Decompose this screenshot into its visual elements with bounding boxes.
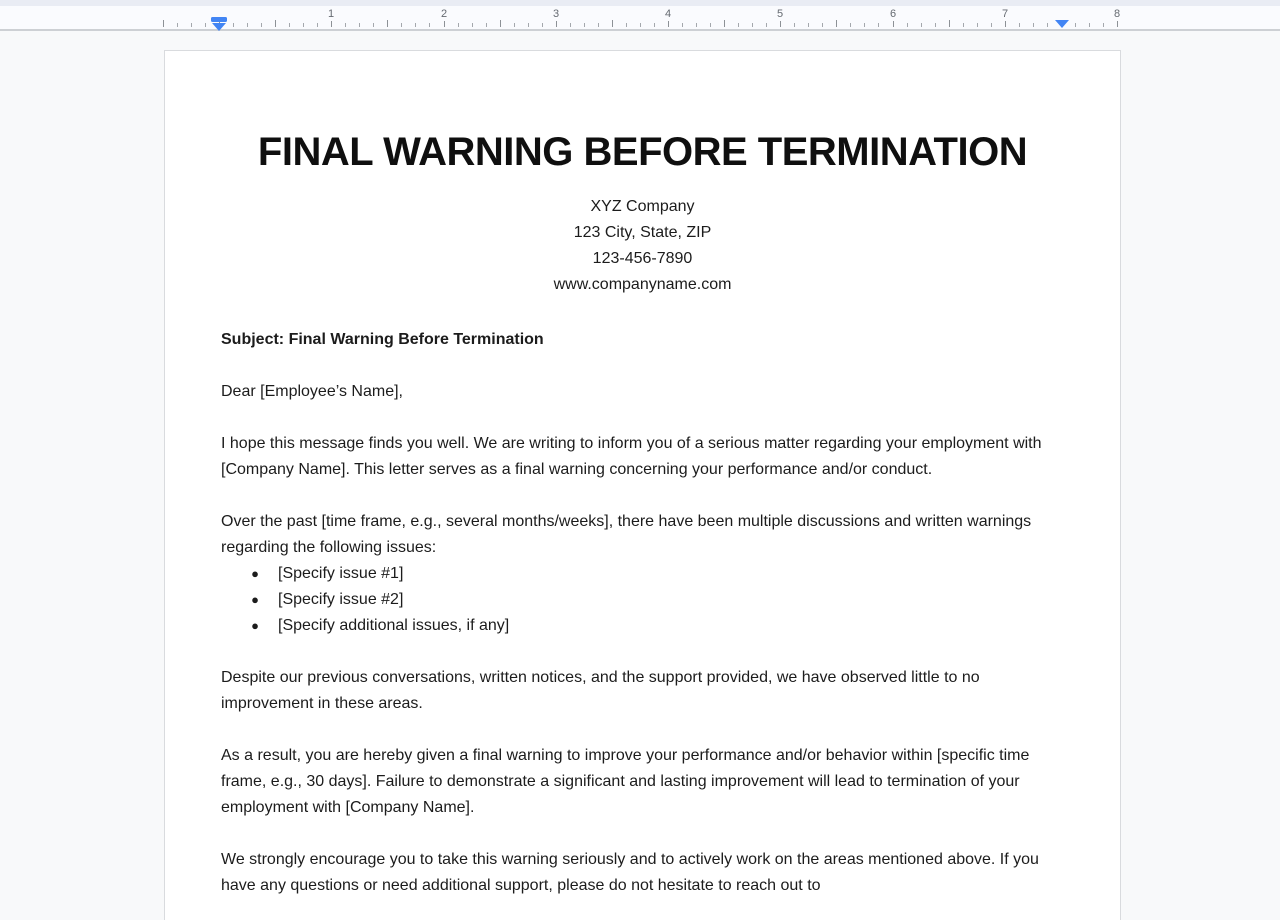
ruler-tick	[640, 23, 641, 27]
ruler-tick	[303, 23, 304, 27]
document-body	[221, 379, 1064, 899]
ruler-tick	[233, 23, 234, 27]
ruler-tick	[780, 21, 781, 27]
ruler-tick	[387, 20, 388, 27]
ruler-tick	[472, 23, 473, 27]
company-website[interactable]: www.companyname.com	[553, 276, 732, 293]
ruler-tick	[415, 23, 416, 27]
ruler-tick	[570, 23, 571, 27]
ruler-tick	[1019, 23, 1020, 27]
ruler-tick	[822, 23, 823, 27]
subject-line[interactable]: Subject: Final Warning Before Termination	[221, 331, 544, 348]
ruler-tick	[261, 23, 262, 27]
ruler-inch-label: 1	[327, 8, 335, 20]
ruler-tick	[850, 23, 851, 27]
ruler-tick	[177, 23, 178, 27]
ruler-tick	[1103, 23, 1104, 27]
first-line-indent-marker[interactable]	[211, 17, 227, 22]
bullet-icon: ●	[251, 618, 259, 633]
ruler-tick	[359, 23, 360, 27]
ruler-tick	[1089, 23, 1090, 27]
ruler-tick	[1075, 23, 1076, 27]
ruler-tick	[205, 23, 206, 27]
document-title[interactable]: FINAL WARNING BEFORE TERMINATION	[257, 130, 1028, 174]
ruler-tick	[289, 23, 290, 27]
paragraph[interactable]: Dear [Employee’s Name],	[221, 383, 403, 400]
ruler-tick	[528, 23, 529, 27]
ruler-inch-label: 3	[552, 8, 560, 20]
list-item[interactable]	[221, 561, 1064, 587]
ruler-tick	[878, 23, 879, 27]
bullet-icon: ●	[251, 566, 259, 581]
ruler-inch-label: 4	[664, 8, 672, 20]
ruler-inch-label: 2	[440, 8, 448, 20]
ruler-tick	[542, 23, 543, 27]
ruler-tick	[808, 23, 809, 27]
ruler-tick	[191, 23, 192, 27]
ruler-tick	[317, 23, 318, 27]
horizontal-ruler[interactable]	[0, 6, 1280, 31]
ruler-tick	[1005, 21, 1006, 27]
ruler-tick	[401, 23, 402, 27]
ruler-tick	[556, 21, 557, 27]
ruler-inch-label: 5	[776, 8, 784, 20]
ruler-tick	[612, 20, 613, 27]
ruler-tick	[654, 23, 655, 27]
ruler-tick	[893, 21, 894, 27]
bullet-icon: ●	[251, 592, 259, 607]
ruler-tick	[373, 23, 374, 27]
ruler-tick	[247, 23, 248, 27]
page-content	[165, 51, 1120, 899]
ruler-tick	[907, 23, 908, 27]
ruler-tick	[345, 23, 346, 27]
ruler-tick	[458, 23, 459, 27]
document-page[interactable]	[164, 50, 1121, 920]
list-item-text[interactable]: [Specify additional issues, if any]	[278, 617, 510, 634]
ruler-tick	[794, 23, 795, 27]
ruler-tick	[991, 23, 992, 27]
list-item[interactable]	[221, 613, 1064, 639]
paragraph[interactable]: Over the past [time frame, e.g., several months/weeks], there have been multiple discussions and written warnings regarding the following issues:	[221, 513, 1032, 556]
ruler-tick	[514, 23, 515, 27]
paragraph[interactable]: I hope this message finds you well. We are writing to inform you of a serious matter regarding your employment with [Company Name]. This letter serves as a final warning concerning your performance and/or conduct.	[221, 435, 1042, 478]
ruler-tick	[500, 20, 501, 27]
company-address[interactable]: 123 City, State, ZIP	[573, 224, 712, 241]
paragraph[interactable]: Despite our previous conversations, written notices, and the support provided, we have observed little to no improvement in these areas.	[221, 669, 980, 712]
ruler-tick	[444, 21, 445, 27]
ruler-inch-label: 6	[889, 8, 897, 20]
ruler-inch-label: 8	[1113, 8, 1121, 20]
ruler-tick	[949, 20, 950, 27]
ruler-tick	[626, 23, 627, 27]
ruler-tick	[724, 20, 725, 27]
ruler-tick	[584, 23, 585, 27]
ruler-tick	[864, 23, 865, 27]
ruler-tick	[935, 23, 936, 27]
ruler-tick	[766, 23, 767, 27]
document-canvas	[0, 33, 1280, 920]
ruler-tick	[752, 23, 753, 27]
ruler-tick	[275, 20, 276, 27]
paragraph[interactable]: We strongly encourage you to take this warning seriously and to actively work on the areas mentioned above. If you have any questions or need additional support, please do not hesitate to reach out to	[221, 851, 1039, 894]
ruler-tick	[163, 20, 164, 27]
ruler-tick	[1047, 23, 1048, 27]
ruler-inch-label: 7	[1001, 8, 1009, 20]
left-indent-marker[interactable]	[212, 23, 226, 31]
ruler-tick	[710, 23, 711, 27]
ruler-tick	[963, 23, 964, 27]
ruler-tick	[921, 23, 922, 27]
ruler-tick	[836, 20, 837, 27]
ruler-tick	[1033, 23, 1034, 27]
ruler-tick	[696, 23, 697, 27]
ruler-tick	[738, 23, 739, 27]
ruler-tick	[598, 23, 599, 27]
list-item-text[interactable]: [Specify issue #2]	[278, 591, 404, 608]
company-info-block[interactable]	[221, 194, 1064, 298]
ruler-tick	[331, 21, 332, 27]
ruler-tick	[429, 23, 430, 27]
company-phone[interactable]: 123-456-7890	[592, 250, 693, 267]
company-name[interactable]: XYZ Company	[590, 198, 695, 215]
ruler-tick	[977, 23, 978, 27]
list-item[interactable]	[221, 587, 1064, 613]
ruler-tick	[1117, 21, 1118, 27]
ruler-tick	[668, 21, 669, 27]
right-indent-marker[interactable]	[1055, 20, 1069, 28]
paragraph[interactable]: As a result, you are hereby given a final warning to improve your performance and/or behavior within [specific time frame, e.g., 30 days]. Failure to demonstrate a significant and lasting improvement will lead to termination of your employment with [Company Name].	[221, 747, 1030, 816]
bullet-list	[221, 561, 1064, 639]
ruler-tick	[682, 23, 683, 27]
list-item-text[interactable]: [Specify issue #1]	[278, 565, 404, 582]
ruler-tick	[486, 23, 487, 27]
